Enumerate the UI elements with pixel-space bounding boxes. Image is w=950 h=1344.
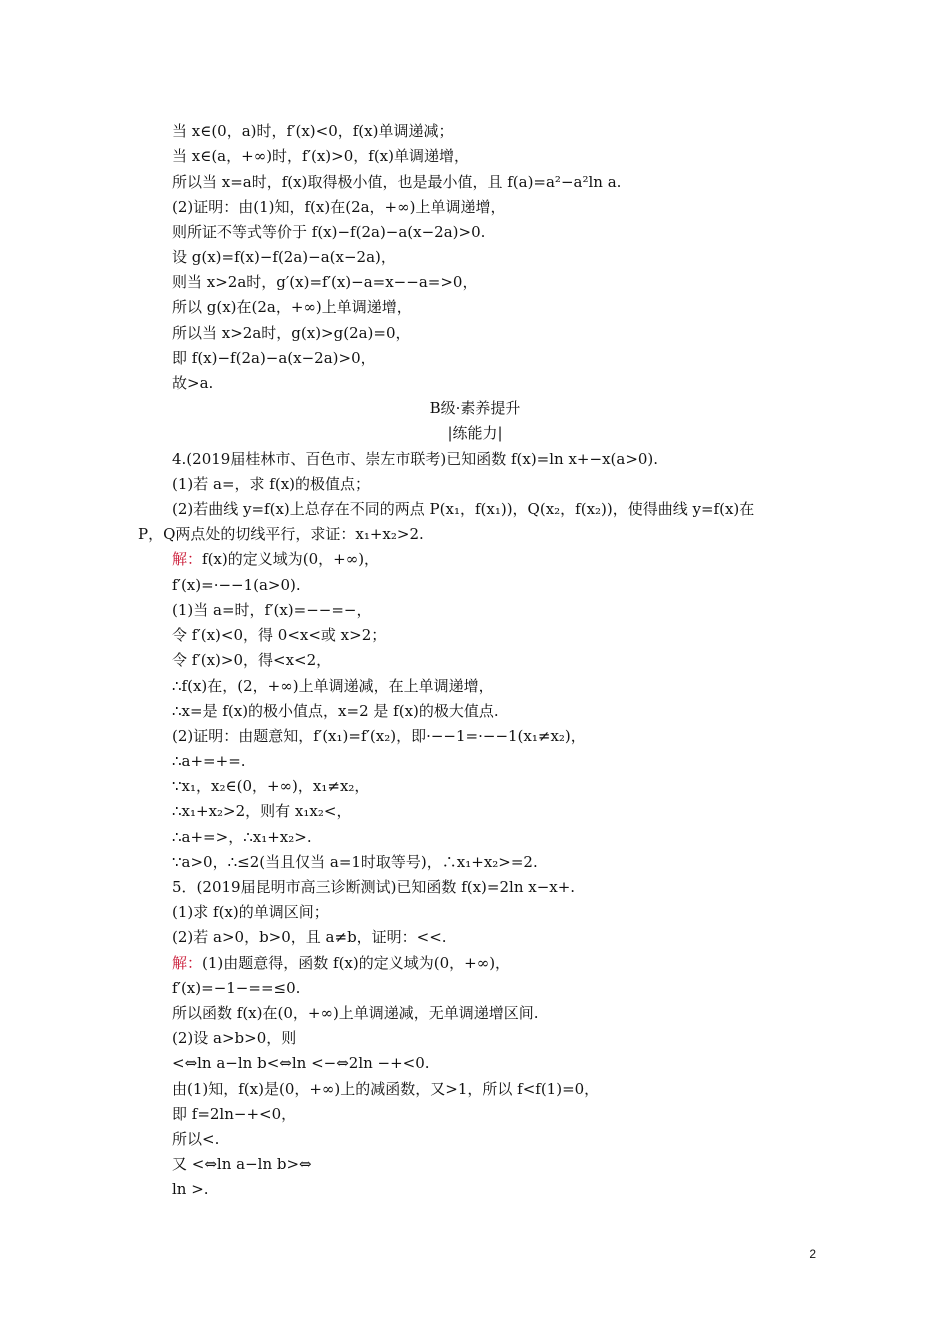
solution-line <box>172 953 510 973</box>
solution-line: ∵x₁，x₂∈(0，+∞)，x₁≠x₂， <box>172 777 370 795</box>
question-4-stem: 4.(2019届桂林市、百色市、崇左市联考)已知函数 f(x)=ln x+−x(a>0). <box>172 450 659 468</box>
solution-line: 令 f′(x)<0，得 0<x<或 x>2； <box>172 626 387 644</box>
text-line: 所以当 x>2a时，g(x)>g(2a)=0， <box>172 324 411 342</box>
question-4-part2-cont: P，Q两点处的切线平行，求证：x₁+x₂>2. <box>138 525 424 543</box>
solution-line: ∴x=是 f(x)的极小值点，x=2 是 f(x)的极大值点. <box>172 702 499 720</box>
solution-line: (2)设 a>b>0，则 <box>172 1029 297 1047</box>
text-line: 当 x∈(a，+∞)时，f′(x)>0，f(x)单调递增， <box>172 147 469 165</box>
solution-line: 所以函数 f(x)在(0，+∞)上单调递减，无单调递增区间. <box>172 1004 539 1022</box>
text-line: 故>a. <box>172 374 214 392</box>
text-line: (2)证明：由(1)知，f(x)在(2a，+∞)上单调递增， <box>172 198 506 216</box>
solution-line: 所以<. <box>172 1130 220 1148</box>
solution-line <box>172 549 379 569</box>
solution-line: (1)当 a=时，f′(x)=−−=−， <box>172 601 372 619</box>
solution-line: ∵a>0，∴≤2(当且仅当 a=1时取等号)，∴x₁+x₂>=2. <box>172 853 538 871</box>
solution-line: 由(1)知，f(x)是(0，+∞)上的减函数，又>1，所以 f<f(1)=0， <box>172 1080 600 1098</box>
solution-line: ∴a+=>，∴x₁+x₂>. <box>172 828 312 846</box>
solution-label: 解： <box>172 954 203 972</box>
text-line: 即 f(x)−f(2a)−a(x−2a)>0， <box>172 349 376 367</box>
solution-line: ln >. <box>172 1180 209 1198</box>
text-line: 则所证不等式等价于 f(x)−f(2a)−a(x−2a)>0. <box>172 223 486 241</box>
text-line: 所以当 x=a时，f(x)取得极小值，也是最小值，且 f(a)=a²−a²ln a. <box>172 173 622 191</box>
solution-line: f′(x)=−1−==≤0. <box>172 979 301 997</box>
solution-line: ∴x₁+x₂>2，则有 x₁x₂<， <box>172 802 352 820</box>
question-4-part2: (2)若曲线 y=f(x)上总存在不同的两点 P(x₁，f(x₁))，Q(x₂，f(x₂))，使得曲线 y=f(x)在 <box>172 500 755 518</box>
solution-line: ∴a+=+=. <box>172 752 246 770</box>
solution-line: 即 f=2ln−+<0， <box>172 1105 297 1123</box>
question-5-stem: 5．(2019届昆明市高三诊断测试)已知函数 f(x)=2ln x−x+. <box>172 878 576 896</box>
solution-line: <⇔ln a−ln b<⇔ln <−⇔2ln −+<0. <box>172 1054 430 1072</box>
solution-line: f′(x)=·−−1(a>0). <box>172 576 301 594</box>
text-line: 设 g(x)=f(x)−f(2a)−a(x−2a)， <box>172 248 396 266</box>
solution-line: 又 <⇔ln a−ln b>⇔ <box>172 1155 312 1173</box>
page-number: 2 <box>809 1247 816 1261</box>
section-subtitle: |练能力| <box>447 424 503 442</box>
solution-line: 令 f′(x)>0，得<x<2， <box>172 651 332 669</box>
question-5-part1: (1)求 f(x)的单调区间； <box>172 903 329 921</box>
solution-line: ∴f(x)在，(2，+∞)上单调递减，在上单调递增， <box>172 677 494 695</box>
solution-label: 解： <box>172 550 203 568</box>
question-5-part2: (2)若 a>0，b>0，且 a≠b，证明：<<. <box>172 928 447 946</box>
text-line: 则当 x>2a时，g′(x)=f′(x)−a=x−−a=>0， <box>172 273 478 291</box>
question-4-part1: (1)若 a=，求 f(x)的极值点； <box>172 475 371 493</box>
text-line: 所以 g(x)在(2a，+∞)上单调递增， <box>172 298 412 316</box>
solution-text: f(x)的定义域为(0，+∞)， <box>202 550 380 568</box>
solution-line: (2)证明：由题意知，f′(x₁)=f′(x₂)，即·−−1=·−−1(x₁≠x₂)， <box>172 727 586 745</box>
text-line: 当 x∈(0，a)时，f′(x)<0，f(x)单调递减； <box>172 122 454 140</box>
solution-text: (1)由题意得，函数 f(x)的定义域为(0，+∞)， <box>202 954 511 972</box>
section-title: B级·素养提升 <box>429 399 521 417</box>
